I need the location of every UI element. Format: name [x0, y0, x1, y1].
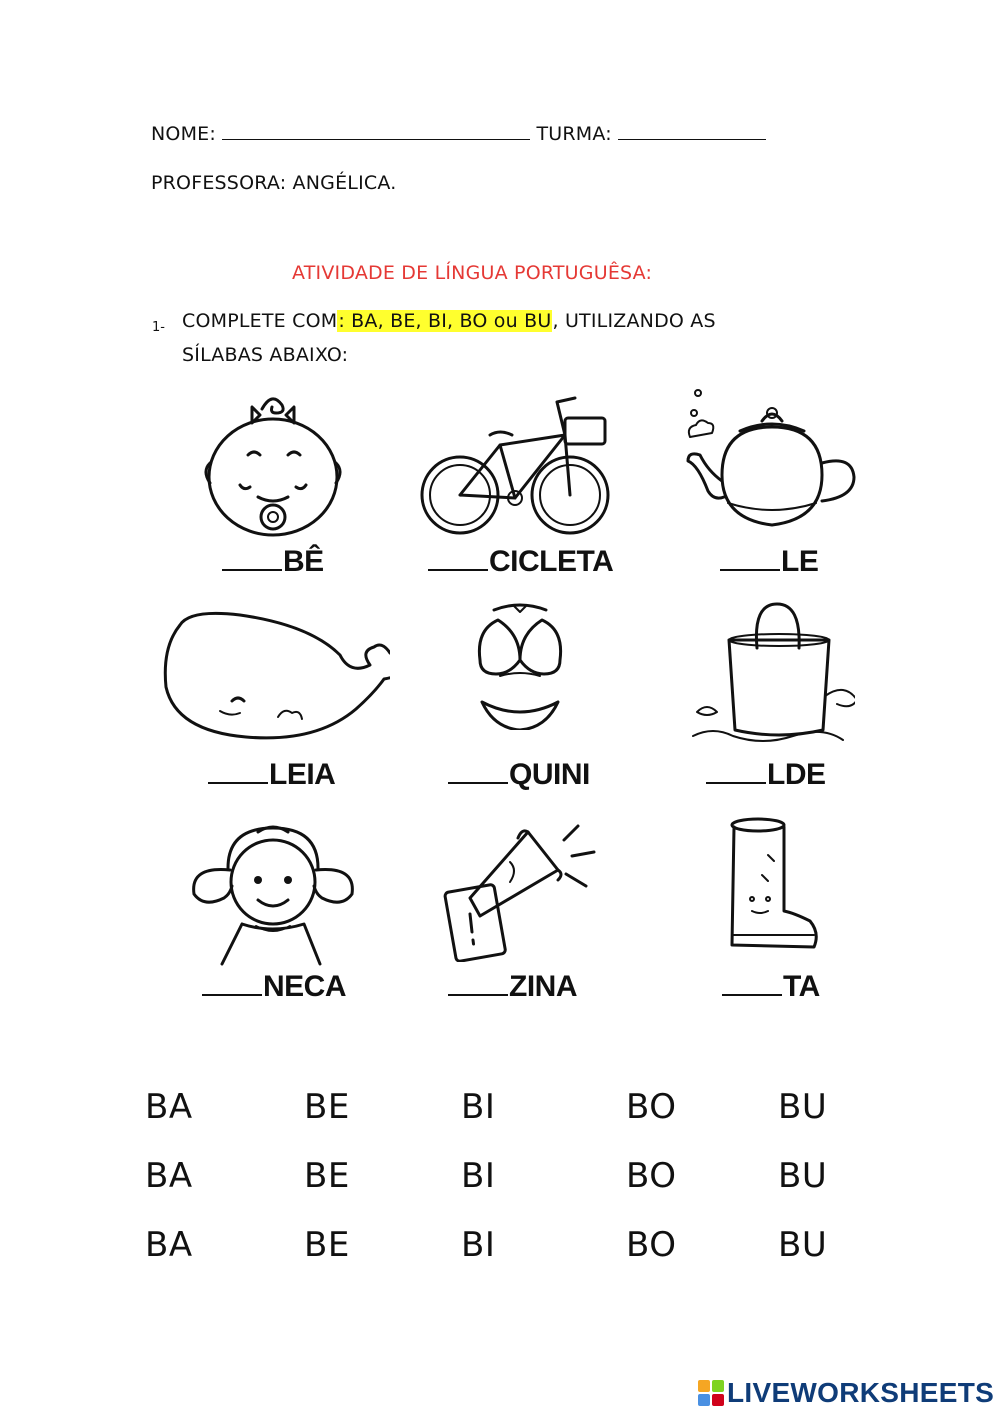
teacher-line: PROFESSORA: ANGÉLICA.: [151, 172, 397, 194]
boot-picture: [722, 815, 822, 965]
answer-blank-3[interactable]: [720, 567, 780, 571]
instruction-line-2: SÍLABAS ABAIXO:: [182, 344, 349, 366]
instruction-line-1: [182, 310, 716, 332]
name-line: [151, 123, 766, 145]
baby-face-picture: [200, 385, 350, 540]
syllable-bo-row3[interactable]: BO: [626, 1225, 677, 1265]
word-4: LEIA: [208, 758, 335, 792]
syllable-bo-row1[interactable]: BO: [626, 1087, 677, 1127]
syllable-be-row2[interactable]: BE: [304, 1156, 350, 1196]
syllable-ba-row3[interactable]: BA: [145, 1225, 193, 1265]
word-8: ZINA: [448, 970, 577, 1004]
instruction-highlight: : BA, BE, BI, BO ou BU: [338, 310, 552, 332]
answer-blank-7[interactable]: [202, 992, 262, 996]
syllable-bu-row2[interactable]: BU: [778, 1156, 828, 1196]
answer-blank-8[interactable]: [448, 992, 508, 996]
syllable-bu-row3[interactable]: BU: [778, 1225, 828, 1265]
bikini-picture: [470, 600, 570, 730]
bicycle-picture: [415, 390, 615, 540]
word-1: BÊ: [222, 545, 324, 579]
liveworksheets-text: LIVEWORKSHEETS: [727, 1377, 995, 1408]
bucket-picture: [685, 600, 855, 750]
liveworksheets-logo: [697, 1378, 994, 1408]
answer-blank-4[interactable]: [208, 780, 268, 784]
syllable-bu-row1[interactable]: BU: [778, 1087, 828, 1127]
word-7: NECA: [202, 970, 346, 1004]
word-3: LE: [720, 545, 818, 579]
name-label: NOME:: [151, 123, 216, 145]
word-9: TA: [722, 970, 820, 1004]
class-field[interactable]: [618, 139, 766, 140]
teapot-picture: [680, 385, 860, 540]
word-2: CICLETA: [428, 545, 613, 579]
answer-blank-9[interactable]: [722, 992, 782, 996]
instruction-prefix: COMPLETE COM: [182, 310, 338, 332]
syllable-be-row3[interactable]: BE: [304, 1225, 350, 1265]
syllable-ba-row1[interactable]: BA: [145, 1087, 193, 1127]
syllable-bo-row2[interactable]: BO: [626, 1156, 677, 1196]
horn-picture: [440, 822, 600, 962]
word-5: QUINI: [448, 758, 590, 792]
answer-blank-1[interactable]: [222, 567, 282, 571]
answer-blank-6[interactable]: [706, 780, 766, 784]
syllable-bi-row3[interactable]: BI: [461, 1225, 496, 1265]
syllable-ba-row2[interactable]: BA: [145, 1156, 193, 1196]
instruction-suffix: , UTILIZANDO AS: [552, 310, 716, 332]
class-label: TURMA:: [536, 123, 612, 145]
doll-picture: [188, 818, 358, 968]
syllable-be-row1[interactable]: BE: [304, 1087, 350, 1127]
word-6: LDE: [706, 758, 826, 792]
liveworksheets-icon: [697, 1379, 727, 1407]
answer-blank-5[interactable]: [448, 780, 508, 784]
syllable-bi-row2[interactable]: BI: [461, 1156, 496, 1196]
name-field[interactable]: [222, 139, 530, 140]
syllable-bi-row1[interactable]: BI: [461, 1087, 496, 1127]
activity-title: ATIVIDADE DE LÍNGUA PORTUGUÊSA:: [292, 262, 653, 284]
answer-blank-2[interactable]: [428, 567, 488, 571]
whale-picture: [160, 605, 390, 750]
instruction-number: 1-: [152, 320, 165, 335]
